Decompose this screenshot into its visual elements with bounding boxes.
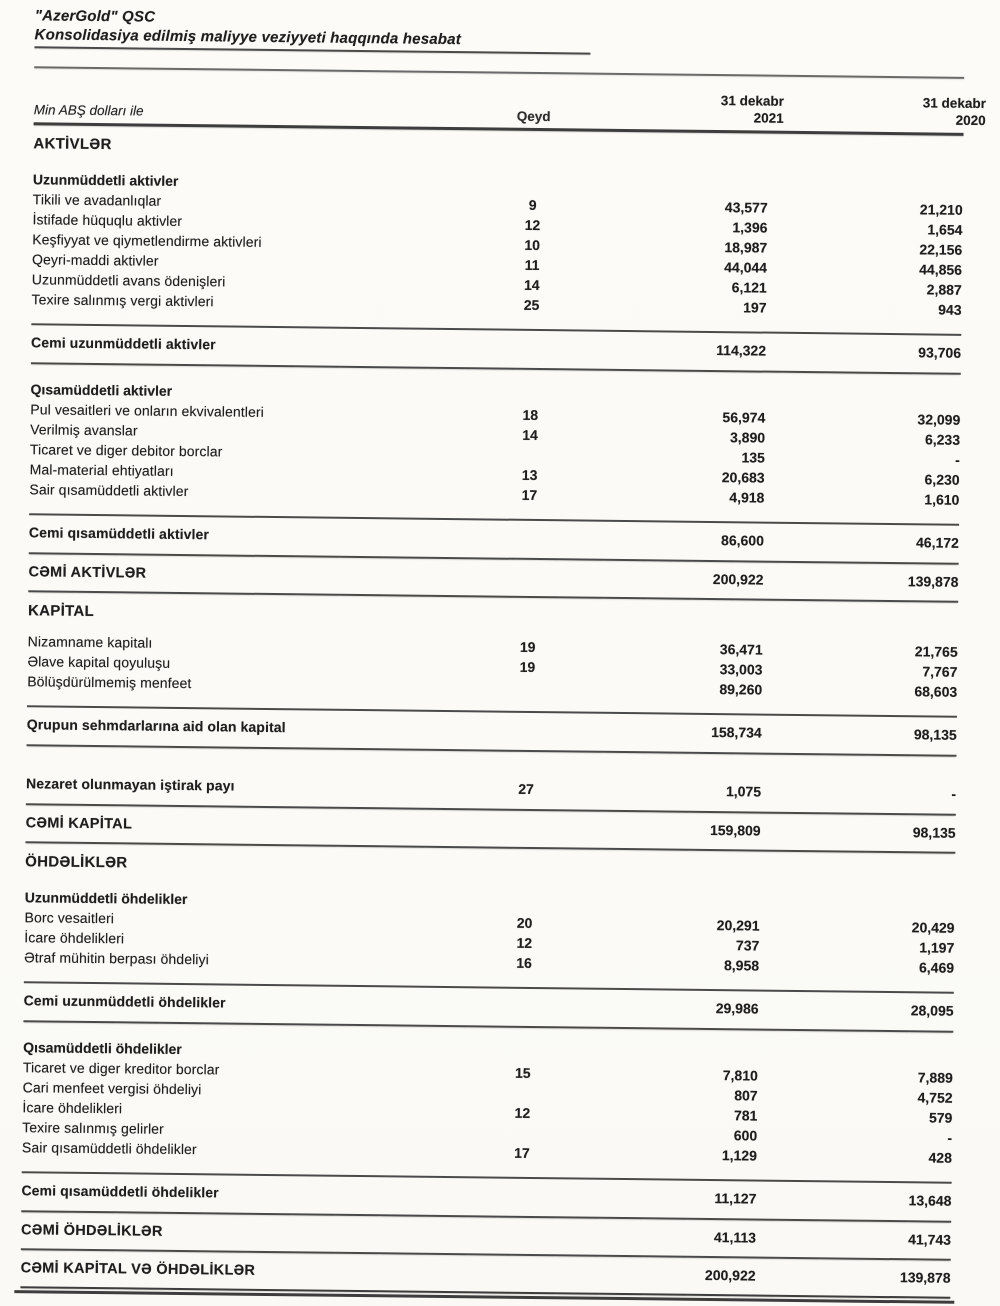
subsection-header: Qısamüddetli öhdelikler — [23, 1038, 182, 1057]
row-label: Texire salınmış gelirler — [22, 1118, 164, 1137]
row-value-2020: 1,654 — [927, 220, 963, 238]
row-value-2020: - — [951, 785, 957, 802]
row-note: 25 — [523, 296, 540, 313]
row-note — [483, 581, 573, 582]
row-label: Texire salınmış vergi aktivleri — [31, 290, 214, 309]
row-value-2021: 36,471 — [719, 640, 763, 658]
row-note — [485, 459, 575, 460]
note-column-header: Qeyd — [516, 108, 551, 125]
row-label: Verilmiş avanslar — [30, 420, 138, 438]
row-label: Cari menfeet vergisi öhdeliyi — [22, 1078, 202, 1097]
row-value-2021: 200,922 — [704, 1266, 756, 1284]
row-value-2020: 2,887 — [926, 280, 962, 298]
unit-label: Min ABŞ dolları ile — [33, 102, 144, 119]
statement-row — [23, 981, 953, 1033]
row-note: 10 — [524, 236, 541, 253]
row-note: 27 — [518, 780, 534, 797]
row-value-2021: 158,734 — [711, 723, 762, 741]
row-note: 12 — [514, 1104, 531, 1121]
section-header: ÖHDƏLİKLƏR — [25, 852, 128, 871]
row-value-2021: 135 — [741, 448, 765, 466]
row-label: Tikili ve avadanlıqlar — [32, 190, 162, 209]
row-value-2021: 781 — [733, 1106, 758, 1124]
row-value-2021: 44,044 — [724, 258, 768, 276]
row-note: 11 — [524, 256, 540, 273]
row-label: Uzunmüddetli avans ödenişleri — [31, 270, 226, 289]
row-label: Borc vesaitleri — [24, 908, 115, 926]
row-label: Əlave kapital qoyuluşu — [27, 652, 171, 671]
company-name: "AzerGold" QSC — [34, 7, 156, 26]
column-header-2021-line1: 31 dekabr — [720, 93, 784, 109]
row-note: 12 — [516, 934, 533, 951]
row-note — [476, 1277, 566, 1278]
row-value-2021: 159,809 — [709, 821, 761, 839]
row-value-2020: 98,135 — [912, 823, 956, 841]
row-value-2021: 89,260 — [719, 680, 763, 698]
subsection-header: Uzunmüddetli aktivler — [32, 170, 179, 189]
row-value-2020: 21,765 — [914, 642, 958, 660]
row-value-2021: 737 — [735, 936, 760, 954]
row-value-2020: 41,743 — [908, 1230, 952, 1248]
row-note — [484, 542, 574, 543]
row-value-2020: 98,135 — [913, 725, 957, 743]
row-note: 14 — [523, 276, 540, 293]
row-value-2021: 11,127 — [714, 1189, 757, 1207]
row-value-2020: 93,706 — [918, 343, 962, 361]
row-value-2020: - — [955, 451, 960, 468]
row-value-2020: 7,767 — [922, 662, 958, 680]
row-value-2021: 41,113 — [713, 1228, 757, 1246]
row-value-2020: 6,469 — [918, 958, 955, 976]
row-value-2020: 32,099 — [917, 410, 961, 428]
section-header: KAPİTAL — [27, 601, 95, 620]
column-header-2020-line1: 31 dekabr — [922, 95, 986, 112]
subsection-header: Uzunmüddetli öhdelikler — [24, 888, 188, 907]
row-value-2021: 1,129 — [721, 1146, 758, 1164]
row-value-2021: 1,075 — [725, 782, 762, 800]
statement-row — [31, 323, 961, 375]
row-note: 17 — [521, 486, 538, 503]
row-value-2020: 46,172 — [915, 533, 959, 551]
row-note — [477, 1137, 567, 1138]
statement-rows — [20, 125, 963, 1298]
row-value-2021: 1,396 — [732, 218, 768, 236]
statement-title: Konsolidasiya edilmiş maliyye veziyyeti haqqında hesabat — [34, 26, 462, 49]
column-header-2021-line2: 2021 — [753, 110, 784, 126]
row-label: Nizamname kapitalı — [27, 632, 153, 651]
row-label: Cemi qısamüddetli aktivler — [28, 523, 210, 542]
row-value-2021: 200,922 — [712, 570, 764, 588]
row-label: Keşfiyyat ve qiymetlendirme aktivleri — [32, 230, 262, 250]
row-label: İcare öhdelikleri — [22, 1098, 123, 1116]
row-value-2020: 68,603 — [914, 682, 958, 700]
row-note: 9 — [528, 196, 537, 213]
row-note: 19 — [519, 658, 536, 675]
row-label: Cemi uzunmüddetli aktivler — [31, 333, 216, 352]
row-note — [482, 734, 572, 735]
row-note: 17 — [514, 1144, 530, 1161]
row-label: Nezaret olunmayan iştirak payı — [26, 774, 235, 794]
row-value-2021: 114,322 — [716, 341, 767, 359]
row-value-2020: 21,210 — [919, 200, 963, 218]
row-value-2021: 3,890 — [729, 428, 766, 446]
row-value-2021: 86,600 — [721, 531, 765, 549]
row-value-2021: 600 — [733, 1126, 758, 1144]
row-note: 14 — [522, 426, 538, 443]
row-value-2020: 139,878 — [899, 1268, 951, 1286]
row-label: CƏMİ AKTİVLƏR — [28, 563, 147, 582]
row-note: 12 — [524, 216, 541, 233]
row-value-2020: 20,429 — [911, 918, 955, 936]
row-value-2020: 943 — [938, 301, 962, 318]
row-value-2020: 6,230 — [924, 470, 960, 488]
row-value-2020: 579 — [928, 1108, 953, 1126]
row-value-2020: 139,878 — [907, 572, 959, 590]
row-value-2021: 197 — [743, 298, 767, 316]
row-value-2021: 18,987 — [724, 238, 768, 256]
row-value-2020: 22,156 — [919, 240, 963, 258]
row-value-2021: 4,918 — [729, 488, 765, 506]
row-label: Bölüşdürülmemiş menfeet — [27, 672, 192, 691]
row-value-2020: 13,648 — [908, 1191, 952, 1209]
row-note: 18 — [522, 406, 539, 423]
row-value-2021: 20,683 — [721, 468, 765, 486]
row-note — [486, 352, 576, 353]
row-note — [478, 1097, 568, 1098]
row-value-2020: 1,610 — [924, 490, 960, 508]
row-note: 19 — [519, 638, 536, 655]
row-label: Cemi qısamüddetli öhdelikler — [21, 1181, 219, 1200]
row-label: Sair qısamüddetli aktivler — [29, 480, 189, 499]
row-label: Cemi uzunmüddetli öhdelikler — [23, 991, 226, 1011]
row-label: Ətraf mühitin berpası öhdeliyi — [24, 948, 209, 967]
row-note — [476, 1239, 566, 1240]
row-value-2020: 6,233 — [924, 430, 961, 448]
row-value-2021: 33,003 — [719, 660, 763, 678]
row-value-2021: 29,986 — [715, 999, 759, 1017]
section-header: AKTİVLƏR — [33, 134, 112, 153]
row-label: İcare öhdelikleri — [24, 928, 125, 946]
row-label: Ticaret ve diger kreditor borclar — [22, 1058, 220, 1077]
row-value-2021: 20,291 — [716, 916, 760, 934]
row-note: 13 — [521, 466, 538, 483]
row-note: 15 — [514, 1064, 531, 1081]
row-label: Qeyri-maddi aktivler — [31, 250, 159, 269]
row-value-2021: 43,577 — [724, 198, 768, 216]
row-label: İstifade hüquqlu aktivler — [32, 210, 183, 229]
row-value-2021: 8,958 — [723, 956, 760, 974]
row-note — [482, 691, 572, 692]
row-label: Mal-material ehtiyatları — [29, 460, 174, 479]
row-label: Qrupun sehmdarlarına aid olan kapital — [26, 715, 286, 735]
column-header-2020-line2: 2020 — [955, 112, 986, 129]
row-value-2021: 6,121 — [731, 278, 767, 296]
row-value-2021: 807 — [734, 1086, 758, 1104]
row-value-2020: 4,752 — [917, 1088, 953, 1106]
row-value-2020: - — [947, 1129, 953, 1146]
row-note — [479, 1010, 569, 1011]
row-value-2021: 56,974 — [722, 408, 766, 426]
statement-row — [27, 705, 957, 757]
row-value-2020: 44,856 — [919, 260, 963, 278]
row-note — [481, 832, 571, 833]
row-label: Ticaret ve diger debitor borclar — [29, 440, 223, 459]
column-header-2021 — [594, 91, 784, 127]
row-label: CƏMİ KAPİTAL VƏ ÖHDƏLİKLƏR — [20, 1259, 256, 1279]
row-value-2020: 1,197 — [919, 938, 955, 956]
row-value-2020: 28,095 — [910, 1001, 954, 1019]
row-note: 20 — [516, 914, 533, 931]
row-label: CƏMİ ÖHDƏLİKLƏR — [20, 1221, 163, 1240]
row-label: Pul vesaitleri ve onların ekvivalentleri — [30, 400, 265, 420]
row-label: Sair qısamüddetli öhdelikler — [21, 1138, 197, 1157]
row-value-2020: 7,889 — [917, 1068, 953, 1086]
subsection-header: Qısamüddetli aktivler — [30, 380, 173, 399]
column-header-2020 — [791, 93, 986, 129]
row-note — [476, 1200, 566, 1201]
row-value-2020: 428 — [928, 1148, 953, 1166]
row-note: 16 — [516, 954, 532, 971]
row-value-2021: 7,810 — [722, 1066, 758, 1084]
row-label: CƏMİ KAPİTAL — [25, 814, 133, 832]
